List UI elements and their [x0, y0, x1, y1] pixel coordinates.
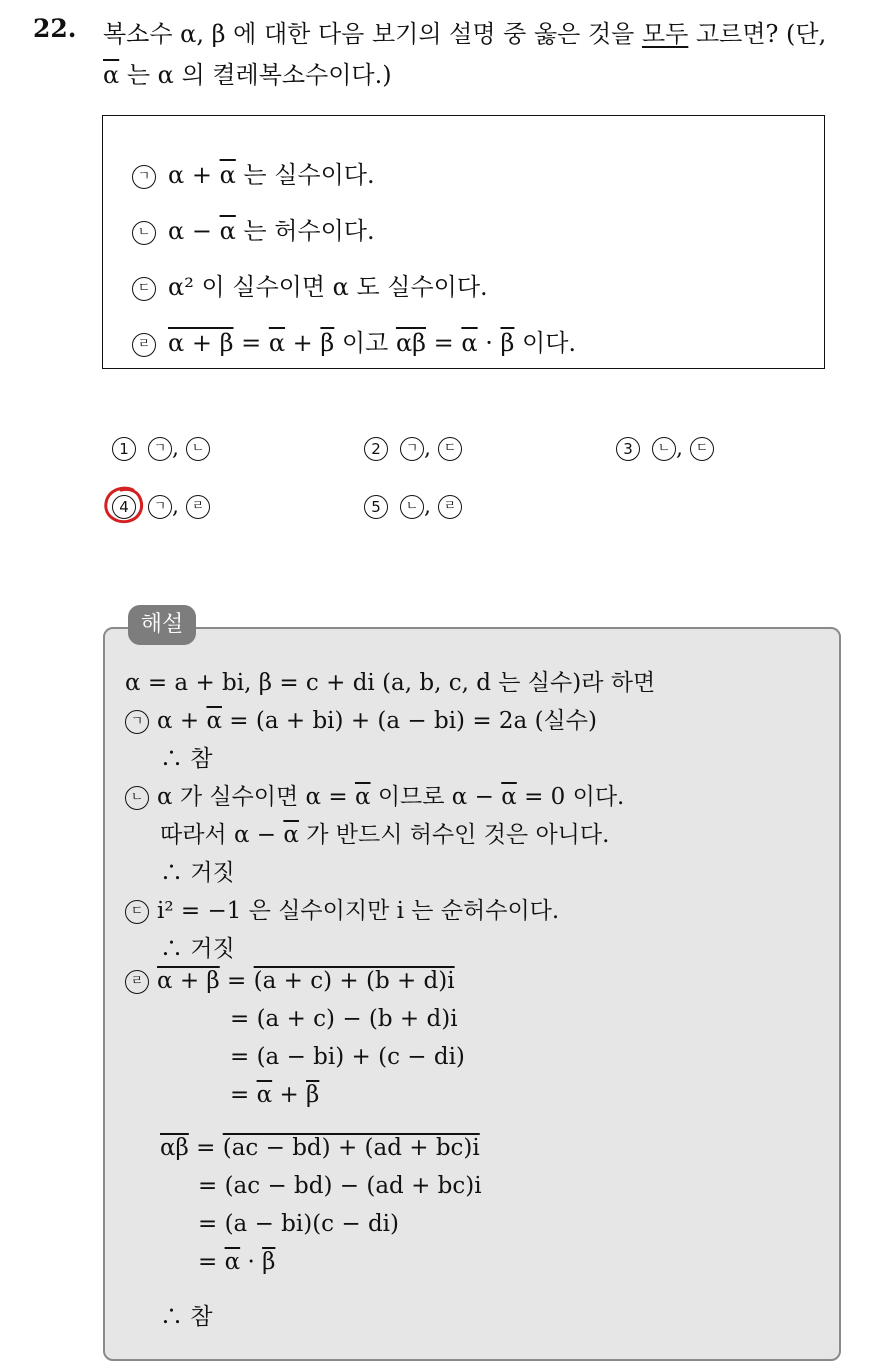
solution-line-7: ㄷ i² = −1 은 실수이지만 i 는 순허수이다.	[125, 892, 559, 925]
marker-digeut: ㄷ	[125, 900, 149, 924]
question-text-line2: $\overline{\alpha}$ 는 α 의 켤레복소수이다.)	[103, 61, 392, 89]
choice-1[interactable]: 1 ㄱ , ㄴ	[112, 436, 210, 461]
solution-line-16: = $\overline{\alpha} \cdot \overline{\beta}$	[198, 1249, 276, 1275]
statement-b: ㄴ $\alpha - \overline{\alpha}$ 는 허수이다.	[132, 211, 375, 246]
marker-giyeok: ㄱ	[132, 165, 156, 189]
solution-line-8: ∴ 거짓	[160, 936, 235, 962]
solution-tag: 해설	[128, 605, 196, 645]
solution-line-17: ∴ 참	[160, 1304, 213, 1330]
choice-2[interactable]: 2 ㄱ , ㄷ	[364, 436, 462, 461]
marker-digeut: ㄷ	[132, 277, 156, 301]
marker-nieun: ㄴ	[125, 786, 149, 810]
statement-c: ㄷ α² 이 실수이면 α 도 실수이다.	[132, 267, 488, 302]
choice-5[interactable]: 5 ㄴ , ㄹ	[364, 494, 462, 519]
solution-line-1: α = a + bi, β = c + di (a, b, c, d 는 실수)라 하면	[125, 670, 656, 696]
solution-line-2: ㄱ $\alpha + \overline{\alpha} = (a + bi) + (a - bi) = 2a$ (실수)	[125, 702, 597, 735]
solution-line-13: $\overline{\alpha\beta} = (ac - bd) + (ad + bc)i$	[160, 1135, 480, 1161]
solution-line-15: = (a − bi)(c − di)	[198, 1211, 400, 1237]
solution-line-9: ㄹ α + β = (a + c) + (b + d)i	[125, 968, 455, 994]
question-text-line1: 복소수 α, β 에 대한 다음 보기의 설명 중 옳은 것을 모두 고르면? (단,	[103, 20, 827, 48]
marker-rieul: ㄹ	[132, 333, 156, 357]
solution-line-14: = (ac − bd) − (ad + bc)i	[198, 1173, 482, 1199]
solution-line-6: ∴ 거짓	[160, 860, 235, 886]
marker-nieun: ㄴ	[132, 221, 156, 245]
solution-line-10: = (a + c) − (b + d)i	[230, 1006, 458, 1032]
emphasis-all: 모두	[641, 20, 689, 48]
solution-line-12: = $\overline{\alpha} + \overline{\beta}$	[230, 1082, 320, 1108]
marker-rieul: ㄹ	[125, 970, 149, 994]
statement-d: ㄹ $\alpha + \beta = \overline{\alpha} + \overline{\beta}$ 이고 $\overline{\alpha\beta} = \overline{\alpha} \cdot \overline{\beta}$ 이다.	[132, 323, 576, 358]
question-number: 22.	[33, 14, 77, 43]
solution-line-4: ㄴ α 가 실수이면 $\alpha = \overline{\alpha}$ 이므로 $\alpha - \overline{\alpha} = 0$ 이다.	[125, 778, 624, 811]
solution-line-5: 따라서 $\alpha - \overline{\alpha}$ 가 반드시 허수인 것은 아니다.	[160, 822, 610, 848]
choice-4[interactable]: 4 ㄱ , ㄹ	[112, 494, 210, 519]
choice-3[interactable]: 3 ㄴ , ㄷ	[616, 436, 714, 461]
solution-line-11: = (a − bi) + (c − di)	[230, 1044, 465, 1070]
marker-giyeok: ㄱ	[125, 710, 149, 734]
statement-a: ㄱ $\alpha + \overline{\alpha}$ 는 실수이다.	[132, 155, 375, 190]
solution-line-3: ∴ 참	[160, 746, 213, 772]
selected-answer-circle-icon	[103, 485, 145, 525]
